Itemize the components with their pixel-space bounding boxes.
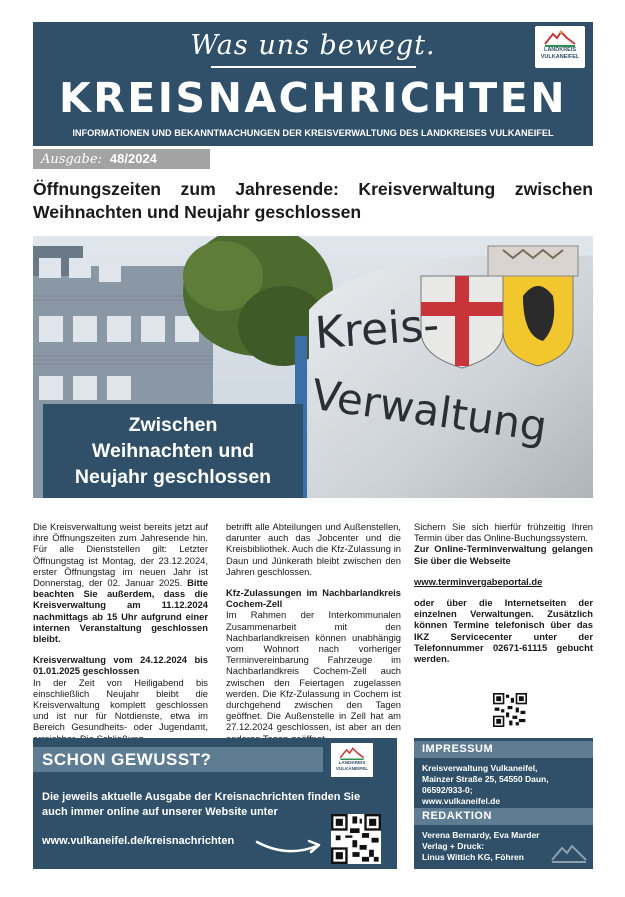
promo-text: Die jeweils aktuelle Ausgabe der Kreisnachrichten finden Sie auch immer online auf unserer Website unter — [42, 791, 361, 818]
article-headline: Öffnungszeiten zum Jahresende: Kreisverwaltung zwischen Weihnachten und Neujahr geschlossen — [33, 179, 593, 222]
landkreis-logo — [535, 26, 585, 68]
caption-line-1: Zwischen — [128, 414, 218, 436]
masthead — [33, 22, 593, 146]
impressum-box — [414, 738, 593, 869]
kreisnachrichten-link[interactable]: www.vulkaneifel.de/kreisnachrichten — [42, 835, 235, 847]
newspaper-subtitle: INFORMATIONEN UND BEKANNTMACHUNGEN DER KREISVERWALTUNG DES LANDKREISES VULKANEIFEL — [72, 128, 554, 138]
caption-line-2: Weihnachten und — [91, 440, 255, 462]
section-text-closure-a: In der Zeit von Heiligabend bis einschließlich Neujahr bleibt die Kreisverwaltung komplett geschlossen und ist nur für Notdienste, etwa im Bereich Gesundheits- oder Jugendamt, — [33, 676, 208, 733]
tagline-underline — [211, 66, 416, 68]
newspaper-title: KREISNACHRICHTEN — [58, 74, 568, 122]
booking-hint: Zur Online-Terminverwaltung gelangen Sie über die Webseite — [414, 543, 593, 566]
schon-gewusst-box — [33, 738, 397, 869]
impressum-website[interactable]: www.vulkaneifel.de — [422, 796, 501, 806]
intro-paragraph — [33, 521, 208, 644]
promo-logo-text-landkreis: LANDKREIS — [338, 760, 366, 765]
intro-notice: Bitte beachten Sie außerdem, dass die Kreisverwaltung am 11.12.2024 nachmittags ab 15 Uhr aufgrund einer internen Veranstaltung geschlossen bleibt. — [33, 577, 208, 645]
article-column-2 — [226, 521, 401, 744]
promo-logo-text-vulkaneifel: VULKANEIFEL — [335, 765, 369, 771]
issue-number: 48/2024 — [109, 151, 157, 166]
issue-label: Ausgabe: — [41, 152, 102, 167]
redaktion-line: Verena Bernardy, Eva Marder — [422, 830, 540, 840]
logo-text-landkreis: LANDKREIS — [543, 47, 577, 53]
section-text-kfz: Im Rahmen der Interkommunalen Zusammenarbeit mit den Nachbarlandkreisen können unabhängig vom Wohnort nach vorheriger Terminvereinbarung Fahrzeuge im Nachbarlandkreis Cochem-Zell auch zwischen den Feiertagen zugelassen werden. Die Kfz-Zulassung in Cochem ist durchgehend zwischen den Tagen geöffnet. Die Außenstelle in Zell hat am 27.12.2024 geschlossen, ist aber an den — [226, 609, 401, 733]
redaktion-heading: REDAKTION — [414, 808, 593, 825]
article-photo — [33, 236, 593, 498]
issue-badge — [33, 149, 210, 169]
volcano-outline-icon — [550, 842, 588, 864]
volcano-logo-icon — [543, 29, 577, 47]
impressum-heading: IMPRESSUM — [414, 741, 593, 758]
section-title-closure: Kreisverwaltung vom 24.12.2024 bis 01.01.2025 geschlossen — [33, 654, 208, 677]
impressum-line: 06592/933-0; — [422, 785, 473, 795]
redaktion-line: Verlag + Druck: — [422, 841, 485, 851]
promo-heading: SCHON GEWUSST? — [33, 747, 323, 772]
impressum-line: Mainzer Straße 25, 54550 Daun, — [422, 774, 549, 784]
logo-text-vulkaneifel: VULKANEIFEL — [540, 54, 580, 60]
curved-arrow-icon — [251, 834, 327, 856]
impressum-line: Kreisverwaltung Vulkaneifel, — [422, 763, 538, 773]
sign-text-verwaltung: Verwaltung — [308, 369, 550, 452]
terminvergabe-link[interactable]: www.terminvergabeportal.de — [414, 575, 543, 587]
photo-caption — [43, 404, 303, 498]
booking-text: Sichern Sie sich hierfür frühzeitig Ihren Termin über das Online-Buchungssystem. — [414, 521, 593, 544]
tagline: Was uns bewegt. — [190, 30, 436, 61]
section-title-kfz: Kfz-Zulassungen im Nachbarlandkreis Cochem-Zell — [226, 587, 401, 610]
article-column-1 — [33, 521, 208, 744]
article-column-3 — [414, 521, 593, 664]
qr-code-icon[interactable] — [493, 693, 527, 727]
intro-text: Die Kreisverwaltung weist bereits jetzt auf ihre Öffnungszeiten zum Jahresende hin. Für alle Dienststellen gilt: Letzter Öffnungstag ist Montag, der 23.12.2024, erster Öffnungstag im neuen Jahr ist Donnerstag, der 02. Januar 2025. — [33, 521, 208, 589]
section-text-closure-b: betrifft alle Abteilungen und Außenstellen, darunter auch das Jobcenter und die Kreisbibliothek. Auch die Kfz-Zulassung in Daun und Jünkerath bleibt zwischen den Jahren geschlossen. — [226, 521, 401, 577]
booking-closing: oder über die Internetseiten der einzelnen Verwaltungen. Zusätzlich können Termine telefonisch über das IKZ Servicecenter unter der Telefonnummer 02671-61115 gebucht werden. — [414, 597, 593, 665]
caption-line-3: Neujahr geschlossen — [74, 466, 272, 488]
impressum-details — [422, 763, 590, 807]
redaktion-line: Linus Wittich KG, Föhren — [422, 852, 524, 862]
promo-qr-code-icon[interactable] — [331, 814, 381, 864]
sign-text-kreis: Kreis- — [313, 299, 441, 360]
volcano-logo-icon — [338, 746, 366, 760]
promo-landkreis-logo — [331, 743, 373, 777]
